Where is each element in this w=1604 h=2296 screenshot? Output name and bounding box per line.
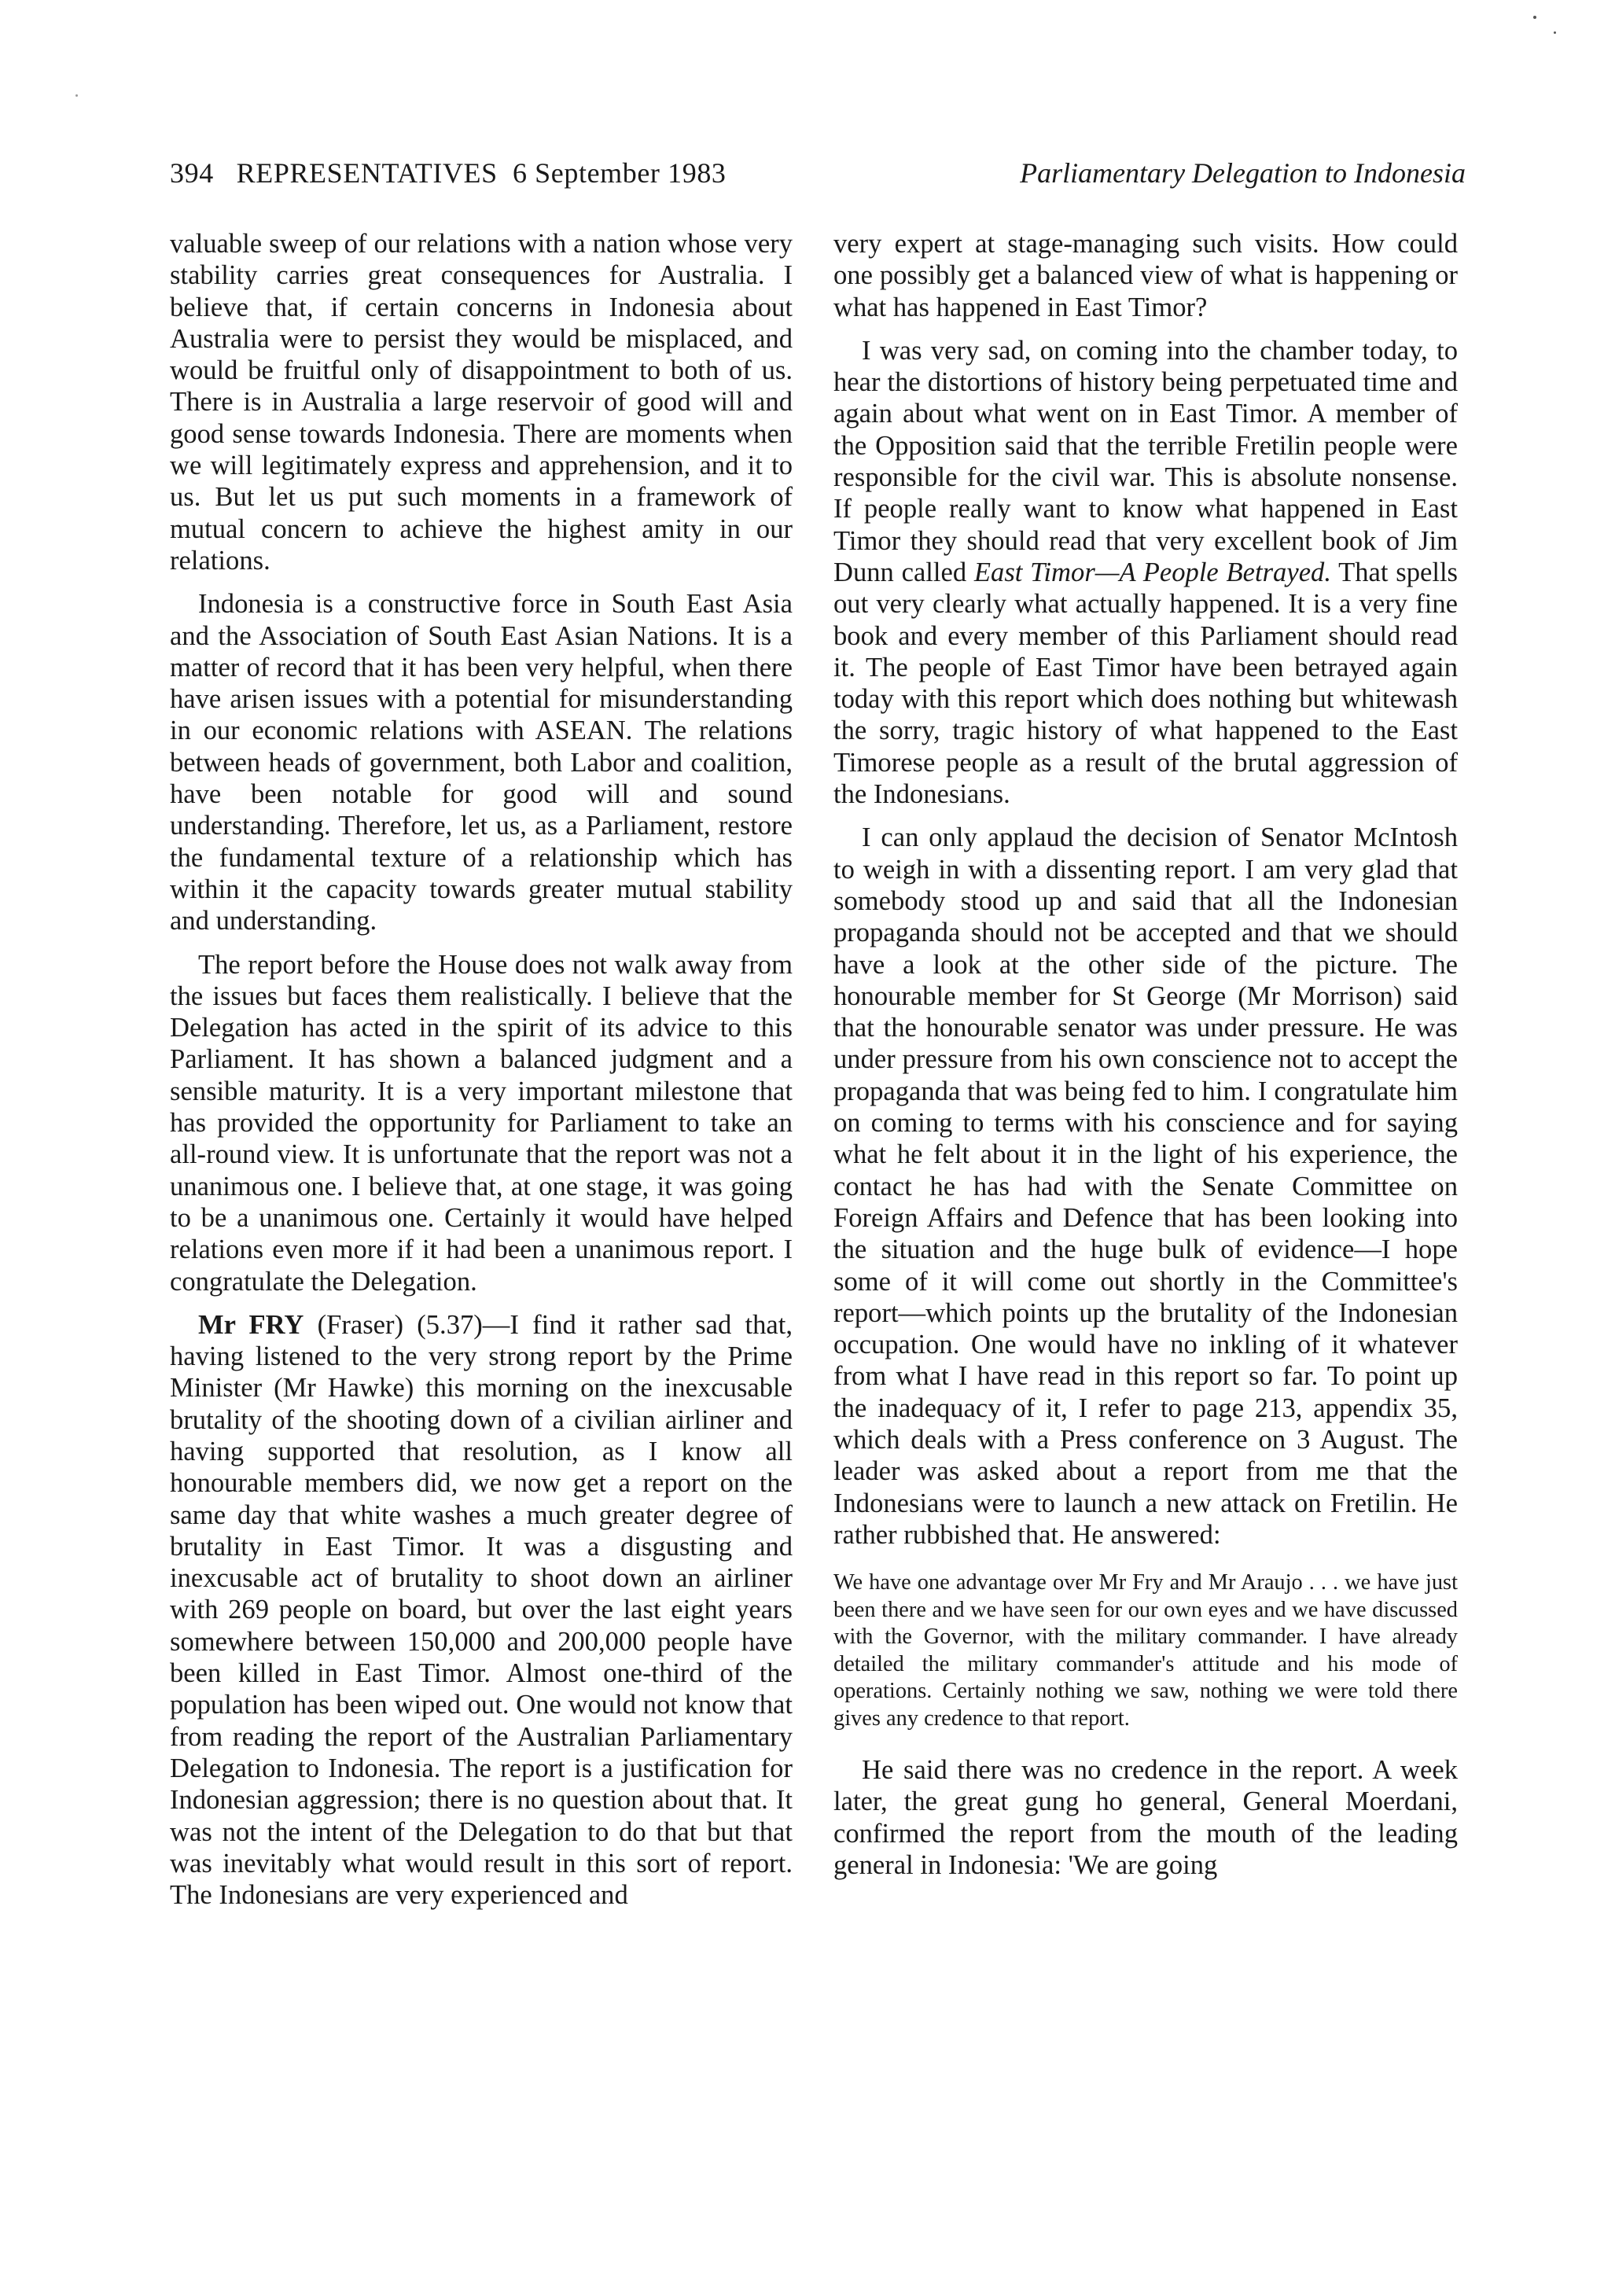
speech-paragraph [170, 1309, 793, 1911]
speech-text: (Fraser) (5.37)—I find it rather sad that, having listened to the very strong report by the Prime Minister (Mr Hawke) this morning on the inexcusable brutality of the shooting down of a civilian airliner and having supported that resolution, as I know all honourable members did, we now get a report on the same day that white washes a much greater degree of brutality in East Timor. It was a disgusting and inexcusable act of brutality to shoot down an airliner with 269 people on board, but over the last eight years somewhere between 150,000 and 200,000 people have been killed in East Timor. Almost one-third of the population has been wiped out. One would not know that from reading the report of the Australian Parliamentary Delegation to Indonesia. The report is a justification for Indonesian aggression; there is no question about that. It was not the intent of the Delegation to do that but that was inevitably what would result in this sort of report. The Indonesians are very experienced and [170, 1309, 793, 1911]
paragraph: valuable sweep of our relations with a nation whose very stability carries great consequences for Australia. I believe that, if certain concerns in Indonesia about Australia were to persist they would be misplaced, and would be fruitful only of disappointment to both of us. There is in Australia a large reservoir of good will and good sense towards Indonesia. There are moments when we will legitimately express and apprehension, and it to us. But let us put such moments in a framework of mutual concern to achieve the highest amity in our relations. [170, 229, 793, 576]
scan-speck [1533, 16, 1536, 19]
header-left [170, 154, 727, 192]
right-column [833, 228, 1458, 1893]
page-header [170, 154, 1466, 192]
scan-speck [75, 94, 78, 97]
block-quote: We have one advantage over Mr Fry and Mr Araujo . . . we have just been there and we have seen for our own eyes and we have discussed with the Governor, with the military commander. I have already detailed the military commander's attitude and his mode of operations. Certainly nothing we saw, nothing we were told there gives any credence to that report. [833, 1570, 1458, 1731]
paragraph: The report before the House does not walk away from the issues but faces them realistically. I believe that the Delegation has acted in the spirit of its advice to this Parliament. It has shown a balanced judgment and a sensible maturity. It is a very important milestone that has provided the opportunity for Parliament to take an all-round view. It is unfortunate that the report was not a unanimous one. I believe that, at one stage, it was going to be a unanimous one. Certainly it would have helped relations even more if it had been a unanimous report. I congratulate the Delegation. [170, 949, 793, 1297]
left-column [170, 228, 793, 1923]
sitting-date: 6 September 1983 [512, 157, 727, 189]
paragraph-text: I was very sad, on coming into the chamber today, to hear the distortions of history being perpetuated time and again about what went on in East Timor. A member of the Opposition said that the terrible Fretilin people were responsible for the civil war. This is absolute nonsense. If people really want to know what happened in East Timor they should read that very excellent book of Jim Dunn called [833, 335, 1458, 587]
paragraph: very expert at stage-managing such visits. How could one possibly get a balanced view of what is happening or what has happened in East Timor? [833, 229, 1458, 322]
speaker-name: Mr FRY [198, 1309, 304, 1340]
chamber-name: REPRESENTATIVES [236, 157, 498, 189]
paragraph: I can only applaud the decision of Senator McIntosh to weigh in with a dissenting report. I am very glad that somebody stood up and said that all the Indonesian propaganda should not be accepted and that we should have a look at the other side of the picture. The honourable member for St George (Mr Morrison) said that the honourable senator was under pressure. He was under pressure from his own conscience not to accept the propaganda that was being fed to him. I congratulate him on coming to terms with his conscience and for saying what he felt about it in the light of his experience, the contact he has had with the Senate Committee on Foreign Affairs and Defence that has been looking into the situation and the huge bulk of evidence—I hope some of it will come out shortly in the Committee's report—which points up the brutality of the Indonesian occupation. One would have no inkling of it whatever from what I have read in this report so far. To point up the inadequacy of it, I refer to page 213, appendix 35, which deals with a Press conference on 3 August. The leader was asked about a report from me that the Indonesians were to launch a new attack on Fretilin. He rather rubbished that. He answered: [833, 822, 1458, 1550]
paragraph [833, 335, 1458, 810]
page-number: 394 [170, 157, 214, 189]
book-title: East Timor—A People Betrayed. [973, 557, 1331, 587]
paragraph-text: That spells out very clearly what actually happened. It is a very fine book and every member of this Parliament should read it. The people of East Timor have been betrayed again today with this report which does nothing but whitewash the sorry, tragic history of what happened to the East Timorese people as a result of the brutal aggression of the Indonesians. [833, 557, 1459, 810]
section-title: Parliamentary Delegation to Indonesia [1020, 157, 1466, 189]
paragraph: Indonesia is a constructive force in South East Asia and the Association of South East Asian Nations. It is a matter of record that it has been very helpful, when there have arisen issues with a potential for misunderstanding in our economic relations with ASEAN. The relations between heads of government, both Labor and coalition, have been notable for good will and sound understanding. Therefore, let us, as a Parliament, restore the fundamental texture of a relationship which has within it the capacity towards greater mutual stability and understanding. [170, 589, 793, 936]
scan-speck [1554, 31, 1556, 34]
paragraph: He said there was no credence in the report. A week later, the great gung ho general, General Moerdani, confirmed the report from the mouth of the leading general in Indonesia: 'We are going [833, 1755, 1458, 1881]
